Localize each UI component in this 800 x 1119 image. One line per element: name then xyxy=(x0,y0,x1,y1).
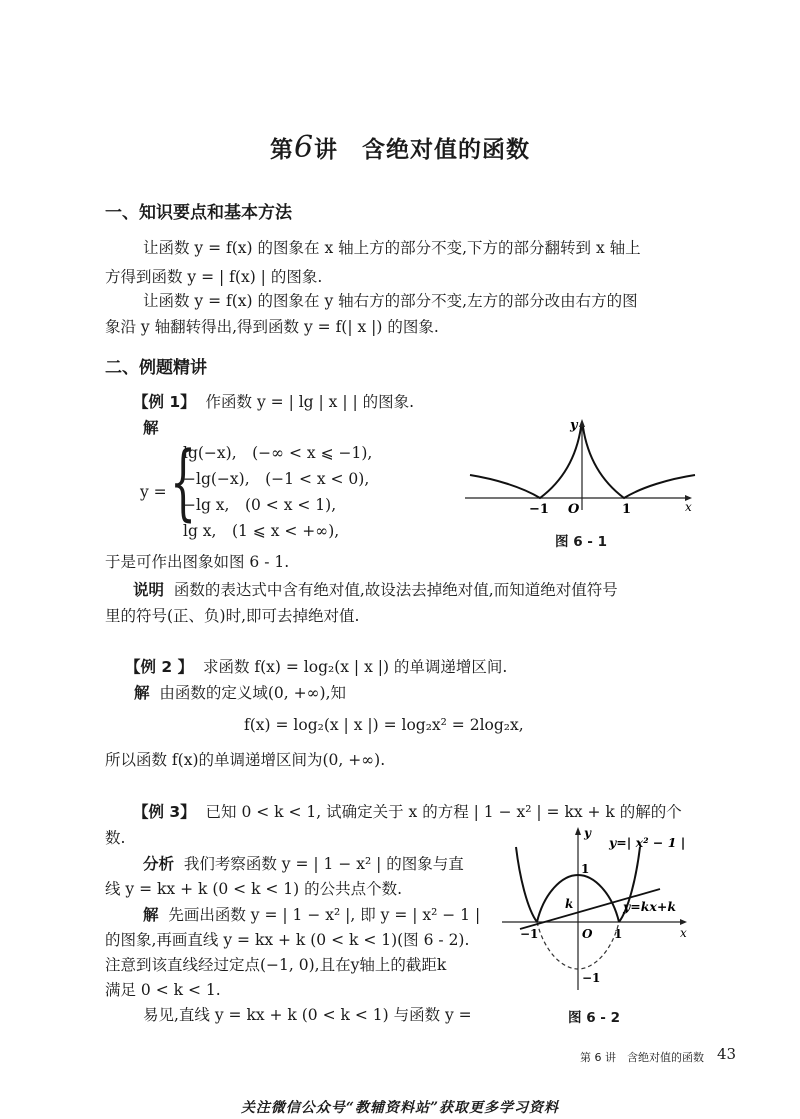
fig1-x-label: x xyxy=(685,500,692,514)
example2-conclusion: 所以函数 f(x)的单调递增区间为(0, +∞). xyxy=(105,751,386,769)
example3-solution-3: 注意到该直线经过定点(−1, 0),且在y轴上的截距k xyxy=(105,956,447,974)
example1-problem-text: 作函数 y = | lg | x | | 的图象. xyxy=(205,393,415,411)
section1-heading: 一、知识要点和基本方法 xyxy=(105,203,292,223)
example1-solution-label: 解 xyxy=(143,419,159,437)
fig2-curve-left-outer xyxy=(516,847,537,922)
case-1: lg(−x), (−∞ < x ⩽ −1), xyxy=(183,444,373,462)
example3-analysis-2: 线 y = kx + k (0 < k < 1) 的公共点个数. xyxy=(105,880,403,898)
example2-solution xyxy=(134,681,346,703)
example3-problem-text-1: 已知 0 < k < 1, 试确定关于 x 的方程 | 1 − x² | = kx + k 的解的个 xyxy=(205,803,682,821)
section1-line-2: 方得到函数 y = | f(x) | 的图象. xyxy=(105,268,323,286)
example1-conclusion: 于是可作出图象如图 6 - 1. xyxy=(105,553,290,571)
example3-solution-label: 解 xyxy=(143,906,159,924)
fig1-tick-1: 1 xyxy=(622,502,632,515)
example1-problem xyxy=(133,390,414,412)
example2-equation: f(x) = log₂(x | x |) = log₂x² = 2log₂x, xyxy=(244,716,524,734)
fig2-tick-top: 1 xyxy=(581,862,590,876)
example1-note-1 xyxy=(133,578,618,600)
fig2-tick-1: 1 xyxy=(614,927,623,941)
fig2-line-label: y=kx+k xyxy=(623,899,676,914)
fig2-y-label: y xyxy=(584,826,591,840)
fig2-tick-neg1: −1 xyxy=(520,927,539,941)
fig1-y-label: y xyxy=(570,418,578,433)
example2-solution-text: 由函数的定义域(0, +∞),知 xyxy=(159,684,347,702)
page-title xyxy=(0,130,800,165)
example3-solution-2: 的图象,再画直线 y = kx + k (0 < k < 1)(图 6 - 2). xyxy=(105,931,470,949)
case-4: lg x, (1 ⩽ x < +∞), xyxy=(183,522,340,540)
note-text-1: 函数的表达式中含有绝对值,故设法去掉绝对值,而知道绝对值符号 xyxy=(173,581,618,599)
example3-analysis-1 xyxy=(143,852,464,874)
figure-6-2-caption: 图 6 - 2 xyxy=(568,1010,620,1026)
section1-line-1: 让函数 y = f(x) 的图象在 x 轴上方的部分不变,下方的部分翻转到 x 轴上 xyxy=(143,239,641,257)
example3-solution-1 xyxy=(143,903,480,925)
title-number: 6 xyxy=(293,130,315,165)
fig2-x-label: x xyxy=(680,926,687,940)
cases-brace: { xyxy=(170,435,197,530)
analysis-label: 分析 xyxy=(143,855,175,873)
example1-y-equals: y = xyxy=(140,483,167,501)
section1-line-4: 象沿 y 轴翻转得出,得到函数 y = f(| x |) 的图象. xyxy=(105,318,439,336)
fig2-curve-label: y=| x² − 1 | xyxy=(609,835,686,850)
note-label: 说明 xyxy=(133,581,165,599)
example3-solution-text-1: 先画出函数 y = | 1 − x² |, 即 y = | x² − 1 | xyxy=(168,906,481,924)
example2-label: 【例 2 】 xyxy=(125,658,194,676)
example2-problem xyxy=(125,655,507,677)
case-2: −lg(−x), (−1 < x < 0), xyxy=(183,470,370,488)
example1-note-2: 里的符号(正、负)时,即可去掉绝对值. xyxy=(105,607,360,625)
section1-line-3: 让函数 y = f(x) 的图象在 y 轴右方的部分不变,左方的部分改由右方的图 xyxy=(143,292,638,310)
fig1-y-arrow xyxy=(579,419,585,427)
figure-6-1-caption: 图 6 - 1 xyxy=(555,534,607,550)
example2-solution-label: 解 xyxy=(134,684,150,702)
section2-heading: 二、例题精讲 xyxy=(105,358,207,378)
fig2-y-arrow xyxy=(575,827,581,835)
example2-problem-text: 求函数 f(x) = log₂(x | x |) 的单调递增区间. xyxy=(202,658,508,676)
example3-solution-5: 易见,直线 y = kx + k (0 < k < 1) 与函数 y = xyxy=(143,1006,472,1024)
fig2-k-label: k xyxy=(565,897,574,911)
fig2-tick-bottom: −1 xyxy=(582,971,601,985)
bottom-note: 关注微信公众号“教辅资料站”获取更多学习资料 xyxy=(240,1100,560,1116)
fig1-curve-right xyxy=(583,427,695,498)
example1-label: 【例 1】 xyxy=(133,393,196,411)
title-prefix: 第 xyxy=(269,136,294,163)
case-3: −lg x, (0 < x < 1), xyxy=(183,496,337,514)
fig1-origin: O xyxy=(568,502,580,515)
fig2-origin: O xyxy=(582,927,593,941)
analysis-text-1: 我们考察函数 y = | 1 − x² | 的图象与直 xyxy=(183,855,464,873)
running-head: 第 6 讲 含绝对值的函数 xyxy=(580,1051,704,1064)
title-suffix: 讲 含绝对值的函数 xyxy=(314,136,531,163)
figure-6-2 xyxy=(500,825,695,995)
example3-label: 【例 3】 xyxy=(133,803,196,821)
figure-6-1 xyxy=(460,415,700,515)
example3-problem-1 xyxy=(133,800,682,822)
page-number: 43 xyxy=(717,1045,737,1063)
fig1-curve-left xyxy=(470,427,581,498)
example3-problem-2: 数. xyxy=(105,829,126,847)
fig2-x-arrow xyxy=(680,919,687,925)
example3-solution-4: 满足 0 < k < 1. xyxy=(105,981,221,999)
fig1-tick-neg1: −1 xyxy=(529,502,549,515)
